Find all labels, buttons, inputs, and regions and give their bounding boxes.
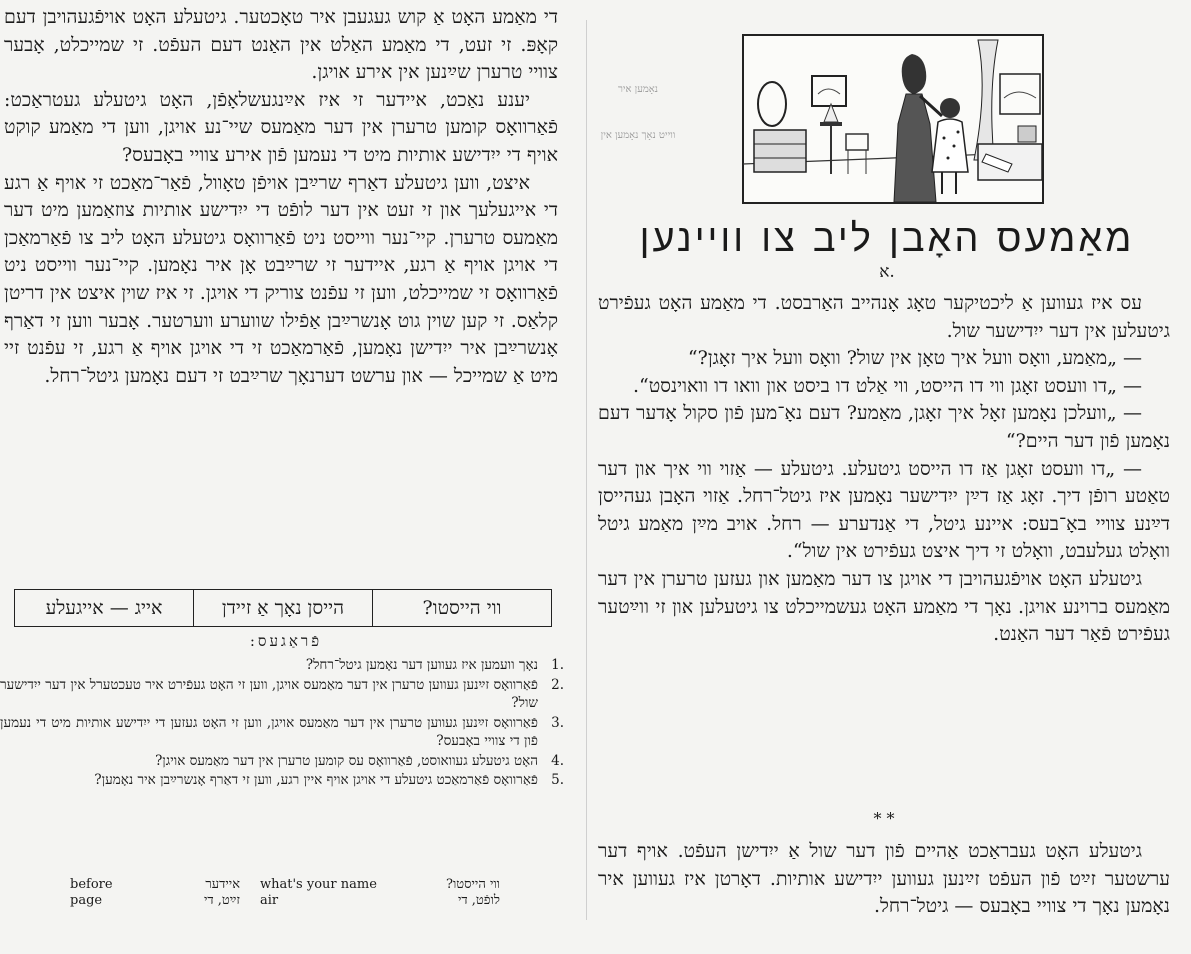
right-story-text [598,290,1170,649]
gloss-en: what's your name [260,877,377,892]
question-item: 5. פֿאַרוואָס פֿאַרמאַכט גיטעלע די אויגן אויף איין רגע, ווען זי דאַרף אָנשרײַבן איר נאָמען? [94,772,564,788]
gloss-yi: ווי הייסטו? [445,877,500,892]
gloss-yi: איידער [205,877,240,892]
column-divider [586,20,587,920]
gloss-yi: זײַט, די [203,893,240,908]
story-title: מאַמעס האָבן ליב צו וויינען [639,216,1135,260]
section-break-stars: * * [873,809,895,828]
right-story-continuation [598,838,1170,921]
vocab-item-2: הייסן נאָך אַ זיידן [193,590,372,626]
left-paragraph-1: די מאַמע האָט אַ קוש געגעבן איר טאָכטער. גיטעלע האָט אויפֿגעהויבן דעם קאָפּ. זי זעט, די מאַמע האַלט אין האַנט דעם העפֿט. זי שמייכלט, אָבער צוויי טרערן שײַנען אין אירע אויגן. [4,6,558,84]
gloss-en: air [260,893,279,908]
glossary [70,877,500,909]
vocabulary-box [14,589,552,627]
questions-heading: פֿראַגעס: [249,632,323,650]
right-column [598,0,1176,954]
question-item: 2. פֿאַרוואָס זײַנען געווען טרערן אין דער מאַמעס אויגן, ווען זי האָט געפֿירט איר טעכטערל אין דער ייִדישער שול? [0,676,564,711]
gloss-en: page [70,893,103,908]
story-dialogue-2: — „דו וועסט זאָגן ווי דו הייסט, ווי אַלט דו ביסט און וואו דו וואוינסט“. [632,374,1142,397]
vocab-item-3: אייג — אייגעלע [45,597,163,619]
side-note: נאָמען איר [617,84,659,95]
story-paragraph-2: גיטעלע האָט אויפֿגעהויבן די אויגן צו דער מאַמען און געזען טרערן אין דער מאַמעס ברוינע אויגן. נאָך די מאַמע האָט געשמייכלט צו גיטעלען און זי ווײַטער געפֿירט פֿאַר דער האַנט. [598,567,1170,646]
gloss-yi: לופֿט, די [458,893,500,908]
story-dialogue-3: — „וועלכן נאָמען זאָל איך זאָגן, מאַמע? דעם נאָ־מען פֿון סקול אָדער דעם נאָמען פֿון דער היים?“ [598,402,1170,452]
left-paragraph-2: יענע נאַכט, איידער זי איז אײַנגעשלאָפֿן, האָט גיטעלע געטראַכט: פֿאַרוואָס קומען טרערן אין דער מאַמעס שיי־נע אויגן, ווען די מאַמע קוקט אויף די ייִדישע אותיות מיט די נעמען פֿון אירע צוויי באָבעס? [4,88,558,166]
story-paragraph-3: גיטעלע האָט געבראַכט אַהיים פֿון דער שול אַ ייִדישן העפֿט. אויף דער ערשטער זײַט פֿון העפֿט זײַנען געווען ייִדישע אותיות. דאָרטן איז געווען איר נאָמען נאָך די צוויי באָבעס — גיטל־רחל. [598,840,1170,918]
left-paragraph-3: איצט, ווען גיטעלע דאַרף שרײַבן אויפֿן טאָוול, פֿאַר־מאַכט זי אויף אַ רגע די אייגעלעך און זי זעט אין דער לופֿט די ייִדישע אותיות צוזאַמען מיט דער מאַמעס טרערן. קיי־נער ווייסט ניט פֿאַרוואָס גיטעלע האָט ליב צו פֿאַרמאַכן די אויגן אויף אַ רגע, איידער זי שרײַבט אָן איר נאָמען. קיי־נער ווייסט ניט פֿאַרוואָס זי שמייכלט, ווען זי עפֿנט צוריק די אויגן. זי איז שוין איצט אין דריטן קלאַס. זי קען שוין גוט אָנשרײַבן אַפֿילו שווערע ווערטער. אָבער ווען זי דאַרף אָנשרײַבן איר ייִדישן נאָמען, פֿאַרמאַכט זי די אויגן אויף אַ רגע, זי עפֿנט זיי מיט אַ שמייכל — און ערשט דערנאָך שרײַבט זי דעם נאָמען גיטל־רחל. [4,171,558,387]
story-dialogue-4: — „דו וועסט זאָגן אַז דו הייסט גיטעלע. גיטעלע — אַזוי ווי איך און דער טאַטע רופֿן דיך. זאָג אַז דײַן ייִדישער נאָמען איז גיטל־רחל. אַזוי האָבן געהייסן דײַנע צוויי באָ־בעס: איינע גיטל, די אַנדערע — רחל. אויב מײַן מאַמע גיטל וואָלט געלעבט, וואָלט זי דיך איצט געפֿירט אין שול“. [598,457,1170,563]
section-number: א. [879,262,895,282]
gloss-en: before [70,877,113,892]
question-item: 3. פֿאַרוואָס זײַנען געווען טרערן אין דער מאַמעס אויגן, ווען זי האָט געזען די ייִדישע אותיות מיט די נעמען פֿון די צוויי באָבעס? [0,714,564,749]
glossary-row [70,877,500,893]
illustration-mother-and-daughter [742,34,1044,204]
story-paragraph-1: עס איז געווען אַ ליכטיקער טאָג אָנהייב האַרבסט. די מאַמע האָט געפֿירט גיטעלען אין דער ייִדישער שול. [598,292,1170,342]
left-column [0,0,572,954]
left-story-text [4,4,558,390]
question-item: 1. נאָך וועמען איז געווען דער נאָמען גיטל־רחל? [305,657,564,673]
question-item: 4. האָט גיטעלע געוואוסט, פֿאַרוואָס עס קומען טרערן אין דער מאַמעס אויגן? [155,752,564,769]
glossary-row [70,893,500,909]
vocab-item-1: ווי הייסטו? [372,590,551,626]
questions-list [0,656,566,791]
side-note: ווייט נאָך נאָמען אין [600,130,676,141]
story-dialogue-1: — „מאַמע, וואָס וועל איך טאָן אין שול? וואָס וועל איך זאָגן?“ [687,347,1142,370]
